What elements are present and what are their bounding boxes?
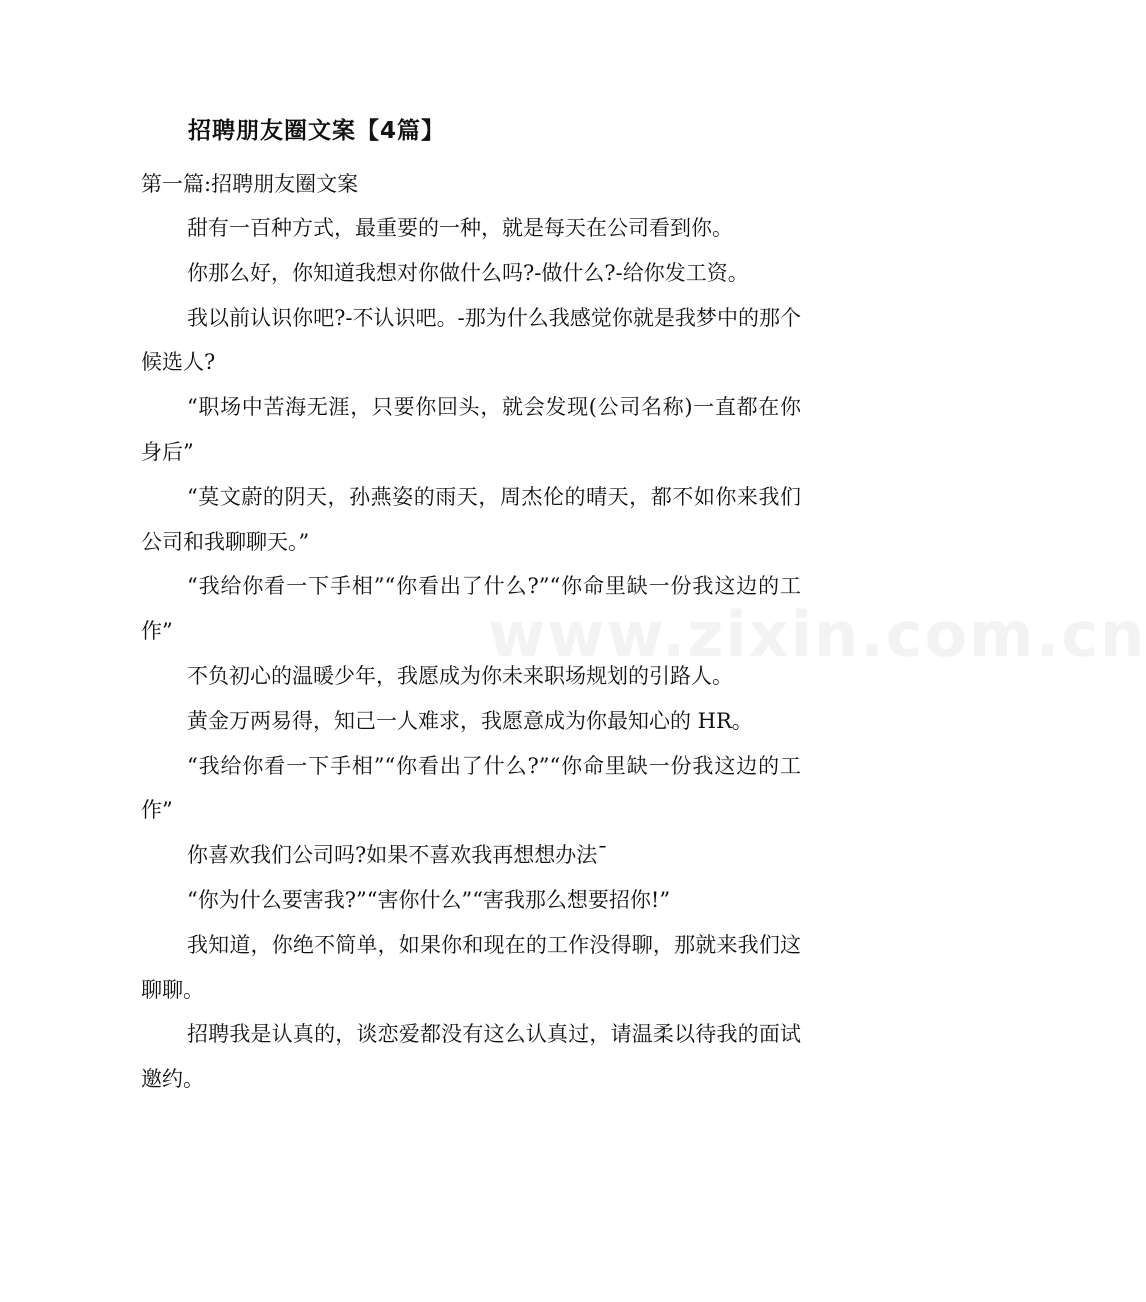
paragraph: 我以前认识你吧?-不认识吧。-那为什么我感觉你就是我梦中的那个候选人? xyxy=(141,305,801,375)
paragraph: “职场中苦海无涯，只要你回头，就会发现(公司名称)一直都在你身后” xyxy=(141,395,801,464)
paragraph: “我给你看一下手相”“你看出了什么?”“你命里缺一份我这边的工作” xyxy=(141,753,801,823)
paragraph: 不负初心的温暖少年，我愿成为你未来职场规划的引路人。 xyxy=(187,663,733,688)
document-title: 招聘朋友圈文案【4篇】 xyxy=(188,118,446,144)
paragraph: 你那么好，你知道我想对你做什么吗?-做什么?-给你发工资。 xyxy=(187,260,749,285)
paragraph: “我给你看一下手相”“你看出了什么?”“你命里缺一份我这边的工作” xyxy=(141,574,801,644)
watermark: www.zixin.com.cn xyxy=(488,598,1146,671)
paragraph: 你喜欢我们公司吗?如果不喜欢我再想想办法¯ xyxy=(187,843,608,868)
document-body xyxy=(141,206,801,1102)
paragraph: 招聘我是认真的，谈恋爱都没有这么认真过，请温柔以待我的面试邀约。 xyxy=(141,1022,801,1092)
paragraph: “你为什么要害我?”“害你什么”“害我那么想要招你!” xyxy=(187,887,671,912)
paragraph: 甜有一百种方式，最重要的一种，就是每天在公司看到你。 xyxy=(187,216,733,240)
paragraph: 我知道，你绝不简单，如果你和现在的工作没得聊，那就来我们这聊聊。 xyxy=(141,932,801,1002)
paragraph: “莫文蔚的阴天，孙燕姿的雨天，周杰伦的晴天，都不如你来我们公司和我聊聊天。” xyxy=(141,484,801,554)
paragraph: 黄金万两易得，知己一人难求，我愿意成为你最知心的 HR。 xyxy=(187,708,753,733)
section-heading: 第一篇:招聘朋友圈文案 xyxy=(141,172,359,196)
